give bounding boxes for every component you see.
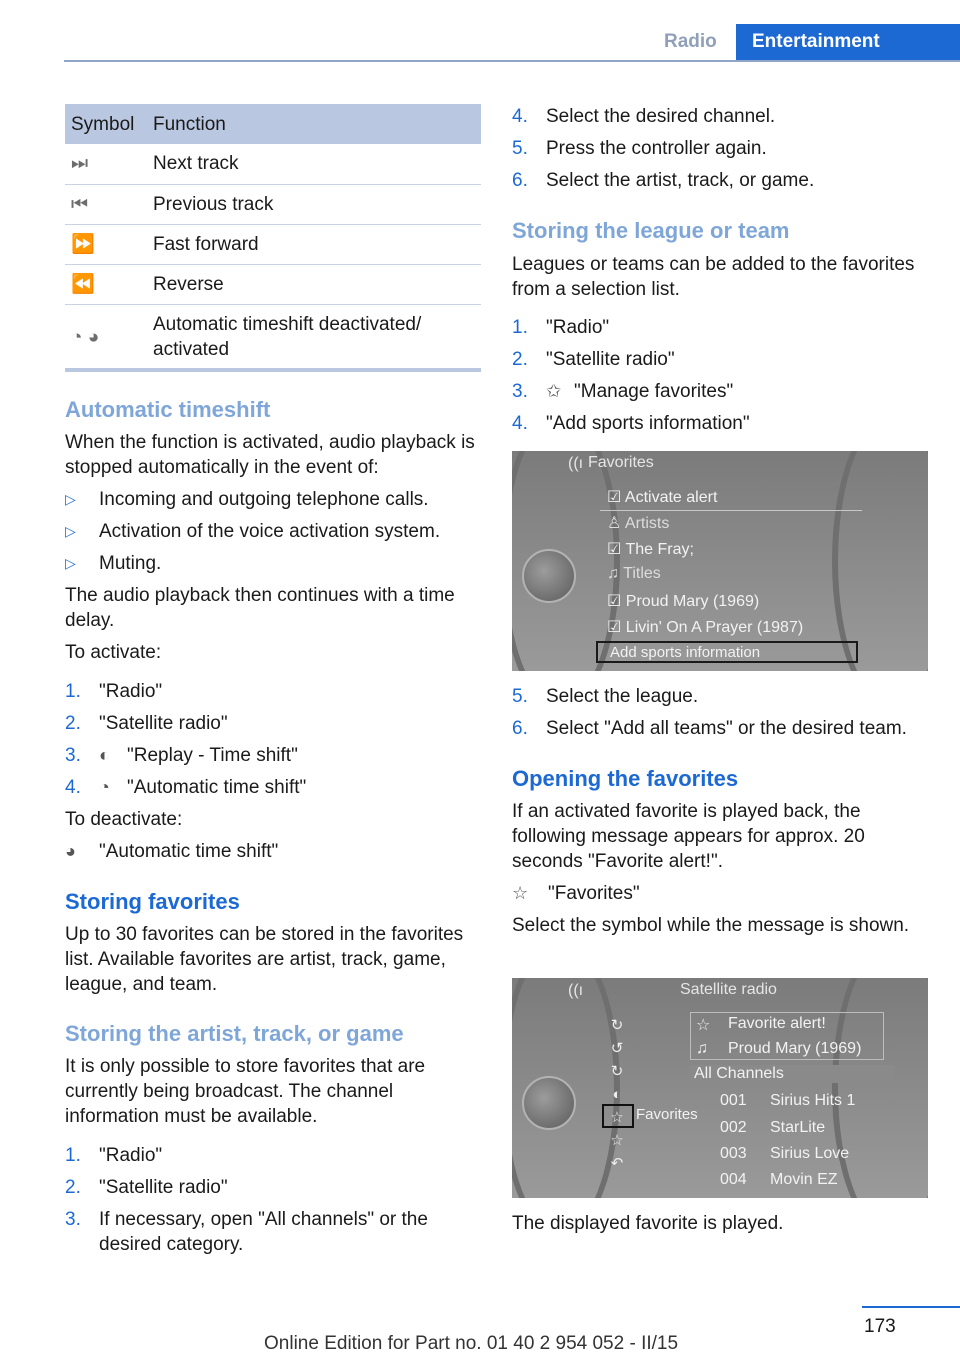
- auto-intro: When the function is activated, audio playback is stopped automatically in the event of:: [65, 432, 475, 478]
- channel-num: 004: [720, 1171, 747, 1188]
- previous-track-icon: ⏮: [65, 184, 147, 224]
- screen-title: Satellite radio: [680, 981, 777, 998]
- channel-name: Sirius Hits 1: [770, 1092, 856, 1109]
- timeshift-active-icon: ◕: [65, 841, 76, 861]
- satellite-radio-screenshot: [512, 978, 928, 1198]
- edition-footer: Online Edition for Part no. 01 40 2 954 052 - II/15: [264, 1333, 679, 1354]
- opening-favorites-heading: Opening the favorites: [512, 766, 739, 791]
- channel-num: 003: [720, 1145, 747, 1162]
- screen-item: ☑ Proud Mary (1969): [607, 593, 760, 610]
- storing-artist-heading: Storing the artist, track, or game: [65, 1021, 404, 1046]
- table-row: [65, 144, 481, 184]
- list-item: 6. Select the artist, track, or game.: [512, 170, 815, 191]
- to-deactivate: To deactivate:: [65, 809, 183, 830]
- function-cell: Previous track: [147, 184, 481, 224]
- screen-item: ♙ Artists: [607, 515, 670, 532]
- channel-num: 001: [720, 1092, 747, 1109]
- list-item: 3. ✩ "Manage favorites": [512, 381, 734, 402]
- timeshift-icon: ◔ ◕: [71, 326, 100, 348]
- list-item: 2. "Satellite radio": [65, 1177, 228, 1198]
- side-icons: ↻ ↺ ↻ ◐ ☆ ☆ ↶: [610, 1017, 624, 1172]
- storing-league-heading: Storing the league or team: [512, 218, 790, 243]
- list-item: ▷ Muting.: [65, 553, 162, 574]
- function-cell: Reverse: [147, 264, 481, 304]
- artist-text: It is only possible to store favorites that are currently being broadcast. The channel information must be available.: [65, 1056, 426, 1127]
- list-item: 6. Select "Add all teams" or the desired team.: [512, 718, 907, 739]
- header-rule: [64, 60, 960, 62]
- list-item: 4. Select the desired channel.: [512, 106, 776, 127]
- channel-num: 002: [720, 1119, 747, 1136]
- list-item: 4. "Add sports information": [512, 413, 750, 434]
- replay-icon: ◐: [99, 745, 110, 765]
- favorites-icon-box: [602, 1104, 634, 1128]
- star-icon: ☆: [512, 883, 529, 903]
- table-row: [65, 224, 481, 264]
- function-cell: Automatic timeshift deactivated/ activated: [153, 314, 422, 361]
- list-item: ▷ Activation of the voice activation system.: [65, 521, 441, 542]
- add-sports-item: Add sports information: [596, 641, 858, 663]
- artist-steps: [65, 1143, 481, 1264]
- screen-item: ♫ Titles: [607, 565, 661, 582]
- auto-timeshift-heading: Automatic timeshift: [65, 397, 271, 422]
- list-item: 5. Select the league.: [512, 686, 699, 707]
- list-item: ▷ Incoming and outgoing telephone calls.: [65, 489, 429, 510]
- col-function: Function: [147, 104, 481, 144]
- alert-song: Proud Mary (1969): [728, 1040, 862, 1057]
- header-chapter: Entertainment: [736, 24, 960, 62]
- screen-title: Favorites: [588, 454, 654, 471]
- list-item: 4. ◔ "Automatic time shift": [65, 777, 307, 798]
- artist-steps-cont: [512, 104, 928, 200]
- timeshift-icon: ◔: [99, 777, 110, 797]
- played-text: The displayed favorite is played.: [512, 1213, 784, 1234]
- activate-steps: [65, 679, 481, 807]
- screen-item: ☑ The Fray;: [607, 541, 694, 558]
- list-item: 3. ◐ "Replay - Time shift": [65, 745, 298, 766]
- controller-knob: [522, 549, 576, 603]
- star-icon: ☆: [696, 1017, 711, 1034]
- list-item: 1. "Radio": [65, 1145, 163, 1166]
- list-item: 1. "Radio": [65, 681, 163, 702]
- table-row: [65, 184, 481, 224]
- star-plus-icon: ✩: [546, 381, 562, 401]
- list-item: 2. "Satellite radio": [512, 349, 675, 370]
- after-text: The audio playback then continues with a time delay.: [65, 585, 455, 631]
- list-item: 2. "Satellite radio": [65, 713, 228, 734]
- page-number: 173: [864, 1316, 896, 1337]
- event-list: [65, 487, 481, 583]
- storing-favorites-heading: Storing favorites: [65, 889, 240, 914]
- league-steps-2: [512, 684, 932, 748]
- fast-forward-icon: ⏩: [65, 224, 147, 264]
- all-channels: All Channels: [690, 1065, 894, 1083]
- favorites-text: Up to 30 favorites can be stored in the favorites list. Available favorites are artist, track, game, league, and team.: [65, 924, 464, 995]
- list-item: 1. "Radio": [512, 317, 610, 338]
- list-item: 5. Press the controller again.: [512, 138, 767, 159]
- channel-name: StarLite: [770, 1119, 826, 1136]
- open-fav-line: ☆ "Favorites": [512, 883, 640, 904]
- deactivate-line: ◕ "Automatic time shift": [65, 841, 279, 862]
- header-section: Radio: [664, 31, 717, 52]
- col-symbol: Symbol: [65, 104, 147, 144]
- list-item: 3. If necessary, open "All channels" or the desired category.: [65, 1209, 428, 1255]
- favorites-label: Favorites: [636, 1106, 698, 1123]
- antenna-icon: ((ı: [568, 455, 584, 472]
- antenna-icon: ((ı: [568, 982, 584, 999]
- favorite-alert: Favorite alert!: [728, 1015, 826, 1032]
- screen-item: ☑ Activate alert: [607, 489, 718, 506]
- controller-knob: [522, 1076, 576, 1130]
- function-cell: Fast forward: [147, 224, 481, 264]
- open-text-2: Select the symbol while the message is shown.: [512, 915, 910, 936]
- open-text: If an activated favorite is played back, the following message appears for approx. 20 seconds "Favorite alert!".: [512, 801, 865, 872]
- league-steps: [512, 315, 928, 443]
- screen-item: ☑ Livin' On A Prayer (1987): [607, 619, 804, 636]
- table-end-rule: [65, 368, 481, 372]
- channel-name: Movin EZ: [770, 1171, 838, 1188]
- favorites-screenshot: [512, 451, 928, 671]
- table-row: [65, 304, 481, 370]
- note-icon: ♫: [696, 1040, 708, 1057]
- channel-name: Sirius Love: [770, 1145, 850, 1162]
- symbol-table: [65, 104, 481, 370]
- reverse-icon: ⏪: [65, 264, 147, 304]
- next-track-icon: ⏭: [65, 144, 147, 184]
- table-row: [65, 264, 481, 304]
- footer-rule: [862, 1306, 960, 1308]
- function-cell: Next track: [147, 144, 481, 184]
- to-activate: To activate:: [65, 642, 162, 663]
- league-text: Leagues or teams can be added to the favorites from a selection list.: [512, 254, 915, 300]
